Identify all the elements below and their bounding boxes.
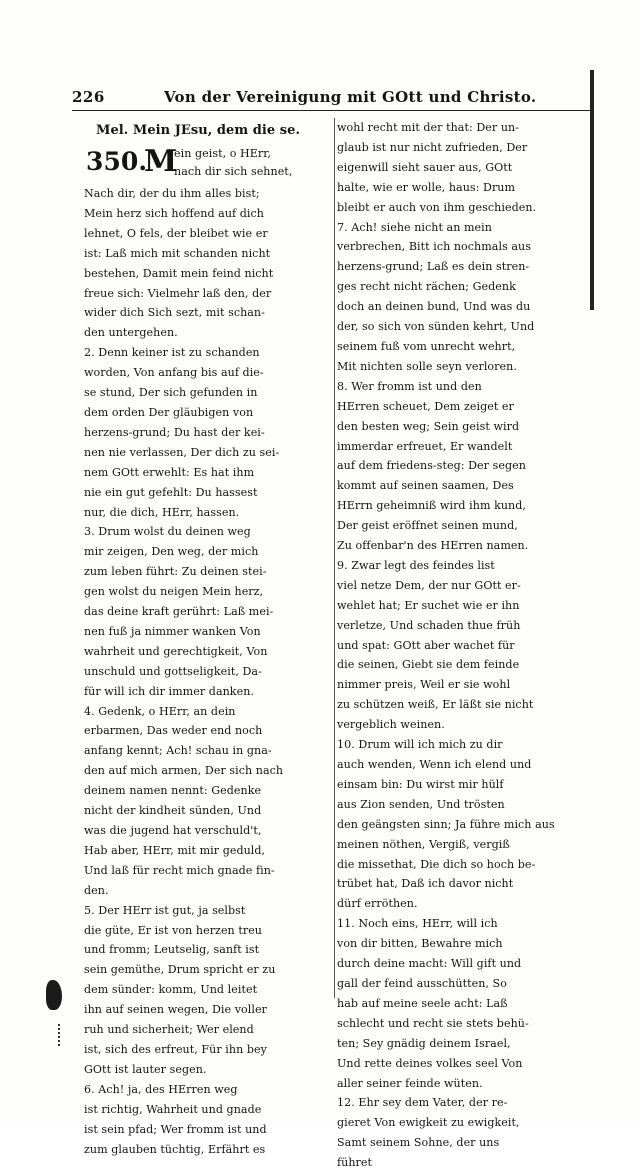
text-line: und spat: GOtt aber wachet für <box>337 638 515 652</box>
text-line: anfang kennt; Ach! schau in gna- <box>84 744 272 758</box>
text-line: das deine kraft gerührt: Laß mei- <box>84 605 274 619</box>
text-line: verbrechen, Bitt ich nochmals aus <box>337 240 531 254</box>
text-line: den besten weg; Sein geist wird <box>337 419 520 433</box>
text-line: führet <box>337 1156 373 1170</box>
text-line: unschuld und gottseligkeit, Da- <box>84 664 262 678</box>
text-line: ihn auf seinen wegen, Die voller <box>84 1003 267 1017</box>
text-line: Hab aber, HErr, mit mir geduld, <box>84 843 266 857</box>
text-line: dem orden Der gläubigen von <box>84 405 254 419</box>
text-line: gieret Von ewigkeit zu ewigkeit, <box>337 1116 520 1130</box>
text-line: Nach dir, der du ihm alles bist; <box>84 187 260 200</box>
left-column-text <box>84 184 334 1159</box>
text-line: HErren scheuet, Dem zeiget er <box>337 399 514 413</box>
text-line: wider dich Sich sezt, mit schan- <box>84 306 265 320</box>
margin-dots <box>58 1024 63 1046</box>
hymn-second-line: nach dir sich sehnet, <box>174 165 293 178</box>
text-line: se stund, Der sich gefunden in <box>84 386 258 400</box>
text-line: meinen nöthen, Vergiß, vergiß <box>337 837 510 851</box>
text-line: halte, wie er wolle, haus: Drum <box>337 180 516 194</box>
text-line: nur, die dich, HErr, hassen. <box>84 505 240 519</box>
text-line: auf dem friedens-steg: Der segen <box>337 459 526 473</box>
text-line: nimmer preis, Weil er sie wohl <box>337 678 511 692</box>
text-line: lehnet, O fels, der bleibet wie er <box>84 226 268 240</box>
text-line: die seinen, Giebt sie dem feinde <box>337 658 520 672</box>
text-line: herzens-grund; Du hast der kei- <box>84 425 265 439</box>
text-line: durch deine macht: Will gift und <box>337 957 522 971</box>
text-line: immerdar erfreuet, Er wandelt <box>337 439 513 453</box>
text-line: gen wolst du neigen Mein herz, <box>84 585 264 599</box>
column-divider <box>334 118 335 998</box>
text-line: den untergehen. <box>84 326 178 340</box>
text-line: auch wenden, Wenn ich elend und <box>337 758 532 771</box>
text-line: wohl recht mit der that: Der un- <box>337 121 520 134</box>
text-line: ist, sich des erfreut, Für ihn bey <box>84 1042 267 1056</box>
text-line: Mit nichten solle seyn verloren. <box>337 359 517 373</box>
text-line: herzens-grund; Laß es dein stren- <box>337 260 530 274</box>
text-line: zum glauben tüchtig, Erfährt es <box>84 1142 266 1156</box>
text-line: 3. Drum wolst du deinen weg <box>84 525 251 539</box>
text-line: was die jugend hat verschuld't, <box>84 824 262 837</box>
text-line: einsam bin: Du wirst mir hülf <box>337 777 504 791</box>
text-line: bestehen, Damit mein feind nicht <box>84 266 274 280</box>
text-line: Und rette deines volkes seel Von <box>337 1056 523 1070</box>
text-line: 11. Noch eins, HErr, will ich <box>337 917 498 931</box>
text-line: die güte, Er ist von herzen treu <box>84 923 262 937</box>
page-header <box>72 88 592 114</box>
text-line: Und laß für recht mich gnade fin- <box>84 863 275 877</box>
text-line: 4. Gedenk, o HErr, an dein <box>84 704 236 718</box>
text-line: nen fuß ja nimmer wanken Von <box>84 624 261 638</box>
text-line: mir zeigen, Den weg, der mich <box>84 545 259 559</box>
text-line: HErrn geheimniß wird ihm kund, <box>337 499 526 513</box>
text-line: deinem namen nennt: Gedenke <box>84 784 262 798</box>
text-line: aller seiner feinde wüten. <box>337 1076 483 1090</box>
text-line: schlecht und recht sie stets behü- <box>337 1016 529 1030</box>
hymn-heading <box>84 144 334 184</box>
text-line: 8. Wer fromm ist und den <box>337 379 482 393</box>
header-rule <box>72 110 592 111</box>
text-line: wahrheit und gerechtigkeit, Von <box>84 644 268 658</box>
melody-line: Mel. Mein JEsu, dem die se. <box>96 123 301 138</box>
text-line: Samt seinem Sohne, der uns <box>337 1136 500 1150</box>
text-line: erbarmen, Das weder end noch <box>84 724 263 738</box>
right-column <box>337 118 591 1173</box>
text-line: aus Zion senden, Und trösten <box>337 797 505 811</box>
text-line: den auf mich armen, Der sich nach <box>84 764 284 778</box>
text-line: gall der feind ausschütten, So <box>337 976 507 990</box>
text-line: eigenwill sieht sauer aus, GOtt <box>337 160 513 174</box>
text-line: ist richtig, Wahrheit und gnade <box>84 1102 262 1116</box>
right-column-text <box>337 118 591 1173</box>
text-line: freue sich: Vielmehr laß den, der <box>84 286 272 300</box>
text-line: nen nie verlassen, Der dich zu sei- <box>84 445 280 459</box>
text-line: den geängsten sinn; Ja führe mich aus <box>337 817 555 831</box>
text-line: zu schützen weiß, Er läßt sie nicht <box>337 698 534 712</box>
ink-blot <box>46 980 62 1010</box>
text-line: 12. Ehr sey dem Vater, der re- <box>337 1096 508 1110</box>
text-line: doch an deinen bund, Und was du <box>337 300 531 314</box>
text-line: ist sein pfad; Wer fromm ist und <box>84 1122 267 1136</box>
text-line: bleibt er auch von ihm geschieden. <box>337 200 537 214</box>
text-line: zum leben führt: Zu deinen stei- <box>84 565 267 579</box>
running-head: Von der Vereinigung mit GOtt und Christo. <box>164 88 537 106</box>
text-line: worden, Von anfang bis auf die- <box>84 366 264 380</box>
text-line: trübet hat, Daß ich davor nicht <box>337 877 514 891</box>
text-line: die missethat, Die dich so hoch be- <box>337 857 536 871</box>
text-line: GOtt ist lauter segen. <box>84 1062 207 1076</box>
text-line: 2. Denn keiner ist zu schanden <box>84 346 260 360</box>
drop-initial: M <box>144 144 178 179</box>
text-line: sein gemüthe, Drum spricht er zu <box>84 963 276 977</box>
hymn-first-line: ein geist, o HErr, <box>174 147 271 160</box>
text-line: Der geist eröffnet seinen mund, <box>337 519 518 533</box>
text-line: nie ein gut gefehlt: Du hassest <box>84 485 258 499</box>
text-line: Mein herz sich hoffend auf dich <box>84 206 264 220</box>
hymn-number: 350. <box>86 147 148 176</box>
text-line: ges recht nicht rächen; Gedenk <box>337 280 516 294</box>
text-line: viel netze Dem, der nur GOtt er- <box>337 578 521 592</box>
text-line: 6. Ach! ja, des HErren weg <box>84 1082 238 1096</box>
page-number: 226 <box>72 88 105 106</box>
text-line: ten; Sey gnädig deinem Israel, <box>337 1036 511 1050</box>
text-line: den. <box>84 883 109 897</box>
text-line: wehlet hat; Er suchet wie er ihn <box>337 598 520 612</box>
text-line: seinem fuß vom unrecht wehrt, <box>337 339 516 353</box>
text-line: nem GOtt erwehlt: Es hat ihm <box>84 465 255 479</box>
text-line: und fromm; Leutselig, sanft ist <box>84 943 260 957</box>
text-line: der, so sich von sünden kehrt, Und <box>337 320 535 334</box>
text-line: von dir bitten, Bewahre mich <box>337 937 503 951</box>
text-line: 9. Zwar legt des feindes list <box>337 558 495 572</box>
text-line: dem sünder: komm, Und leitet <box>84 983 258 997</box>
left-column <box>84 118 334 1159</box>
text-line: kommt auf seinen saamen, Des <box>337 479 514 493</box>
text-line: 7. Ach! siehe nicht an mein <box>337 220 492 234</box>
text-line: hab auf meine seele acht: Laß <box>337 996 508 1010</box>
text-line: 5. Der HErr ist gut, ja selbst <box>84 903 246 917</box>
text-line: nicht der kindheit sünden, Und <box>84 804 262 818</box>
text-line: ist: Laß mich mit schanden nicht <box>84 246 271 260</box>
text-line: ruh und sicherheit; Wer elend <box>84 1023 254 1037</box>
text-line: verletze, Und schaden thue früh <box>337 618 521 632</box>
text-line: Zu offenbar'n des HErren namen. <box>337 539 529 553</box>
text-line: dürf erröthen. <box>337 897 418 911</box>
text-line: glaub ist nur nicht zufrieden, Der <box>337 140 528 154</box>
text-line: vergeblich weinen. <box>337 718 445 732</box>
text-line: 10. Drum will ich mich zu dir <box>337 738 503 752</box>
text-line: für will ich dir immer danken. <box>84 684 254 698</box>
